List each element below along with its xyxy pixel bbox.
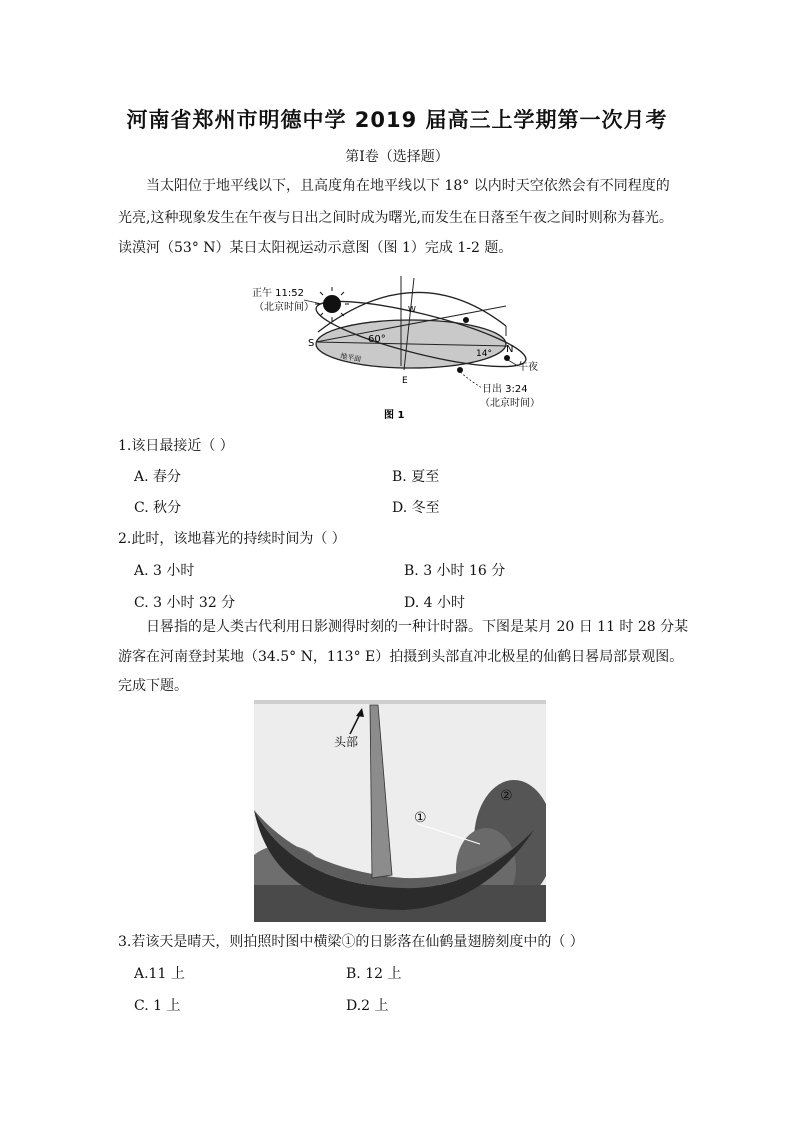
q2-option-a[interactable]: A. 3 小时 bbox=[134, 563, 195, 579]
angle-60-label: 60° bbox=[368, 334, 386, 345]
q1-option-c[interactable]: C. 秋分 bbox=[134, 500, 182, 516]
intro1-line-2: 光亮,这种现象发生在午夜与日出之间时成为曙光,而发生在日落至午夜之间时则称为暮光。 bbox=[118, 210, 673, 226]
angle-14-label: 14° bbox=[476, 349, 492, 359]
intro2-line-1: 日晷指的是人类古代利用日影测得时刻的一种计时器。下图是某月 20 日 11 时 28 分某 bbox=[146, 619, 689, 635]
dir-e-label: E bbox=[402, 376, 408, 386]
q1-option-d[interactable]: D. 冬至 bbox=[392, 500, 440, 516]
sun-icon bbox=[323, 295, 341, 313]
q2-option-d[interactable]: D. 4 小时 bbox=[404, 595, 465, 611]
q1-option-a[interactable]: A. 春分 bbox=[134, 469, 182, 485]
q2-stem: 2.此时，该地暮光的持续时间为（ ） bbox=[118, 531, 346, 547]
figure-1-sun-path-diagram bbox=[236, 266, 556, 426]
intro2-line-2: 游客在河南登封某地（34.5° N，113° E）拍摄到头部直冲北极星的仙鹤日晷局部景观图。 bbox=[118, 649, 684, 665]
dir-w-label: W bbox=[408, 305, 416, 314]
noon-label: 正午 11:52 bbox=[252, 288, 304, 299]
dir-s-label: S bbox=[308, 338, 315, 349]
q3-option-d[interactable]: D.2 上 bbox=[346, 998, 389, 1014]
figure-1-caption: 图 1 bbox=[384, 410, 405, 421]
q1-stem: 1.该日最接近（ ） bbox=[118, 438, 234, 454]
q3-option-b[interactable]: B. 12 上 bbox=[346, 966, 402, 982]
q1-option-b[interactable]: B. 夏至 bbox=[392, 469, 440, 485]
q3-option-c[interactable]: C. 1 上 bbox=[134, 998, 181, 1014]
q2-option-c[interactable]: C. 3 小时 32 分 bbox=[134, 595, 236, 611]
horizon-label: 地平面 bbox=[339, 352, 362, 364]
noon-sub-label: （北京时间） bbox=[254, 302, 314, 313]
marker-2: ② bbox=[500, 788, 513, 804]
sunrise-sub-label: （北京时间） bbox=[480, 398, 540, 409]
q3-stem: 3.若该天是晴天，则拍照时图中横梁①的日影落在仙鹤量翅膀刻度中的（ ） bbox=[118, 934, 584, 950]
q2-option-b[interactable]: B. 3 小时 16 分 bbox=[404, 563, 506, 579]
intro2-line-3: 完成下题。 bbox=[118, 678, 188, 694]
q3-option-a[interactable]: A.11 上 bbox=[134, 966, 185, 982]
document-title: 河南省郑州市明德中学 2019 届高三上学期第一次月考 bbox=[126, 108, 668, 132]
figure-2-sundial-photo bbox=[254, 700, 546, 922]
dir-n-label: N bbox=[506, 344, 514, 355]
midnight-label: 午夜 bbox=[518, 362, 538, 373]
intro1-line-1: 当太阳位于地平线以下，且高度角在地平线以下 18° 以内时天空依然会有不同程度的 bbox=[146, 178, 670, 194]
intro1-line-3: 读漠河（53° N）某日太阳视运动示意图（图 1）完成 1-2 题。 bbox=[118, 240, 513, 256]
marker-1: ① bbox=[414, 810, 427, 826]
section-title: 第Ⅰ卷（选择题） bbox=[345, 149, 449, 165]
head-label: 头部 bbox=[334, 735, 359, 749]
sunrise-label: 日出 3:24 bbox=[482, 384, 528, 395]
